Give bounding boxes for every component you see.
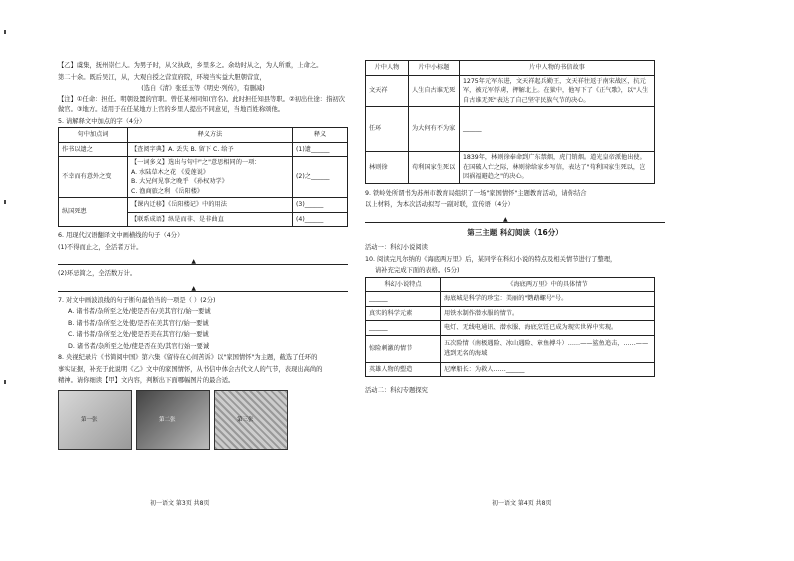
q8-story: 1275年元军东进，文天祥起兵勤王，文天祥往返于南宋战区，抗元军，被元军俘虏，押解北上。在狱中，他写下了《正气歌》，以"人生自古谁无死"表达了自己坚守民族气节的决心。 xyxy=(460,75,655,107)
answer-line[interactable] xyxy=(58,282,348,292)
q7-option[interactable]: A. 诸书者/杂所至之处/使是否在/美其官行/始一要诚 xyxy=(68,308,211,315)
activity-title: 活动一：科幻小说阅读 xyxy=(365,244,428,251)
q5-method: 【一词多义】选出与句中"之"意思相同的一项： A. 水陆草木之花 《爱莲说》 B. 大兄何见事之晚乎 《孙权劝学》 C. 渔商旅之利 《岳阳楼》 xyxy=(128,157,293,198)
q5-answer-blank[interactable]: (3)______ xyxy=(293,198,348,213)
q10-detail: 海底城是科学的珍宝：美丽的"鹦鹉螺号"号。 xyxy=(441,292,655,307)
q10-table xyxy=(365,277,655,378)
q10-stem: 10. 阅读完凡尔纳的《海底两万里》后，某同学在科幻小说的特点及相关情节进行了整理， xyxy=(365,255,617,263)
q5-answer-blank[interactable]: (4)______ xyxy=(293,212,348,227)
right-page xyxy=(365,0,794,561)
q5-sentence: 作书以遗之 xyxy=(59,142,128,157)
table-row xyxy=(366,362,655,377)
image-caption: 第一张 xyxy=(81,416,98,423)
q8-story: 1839年，林则徐奉命到广东禁烟，虎门销烟。道光皇帝派他出使。在国破人亡之际，林则徐给家乡写信，表达了"苟利国家生死以，岂因祸福避趋之"的决心。 xyxy=(460,152,655,184)
q9-stem: 以上材料，为本次活动拟写一副对联，宣传语（4分） xyxy=(365,201,514,208)
q5-sentence: 纵国死患 xyxy=(59,198,128,227)
triangle-icon: ▲ xyxy=(503,215,508,223)
documentary-image[interactable] xyxy=(214,390,288,450)
table-row xyxy=(366,75,655,107)
q8-images xyxy=(58,390,348,450)
triangle-icon: ▲ xyxy=(191,258,197,265)
binding-mark xyxy=(4,200,6,204)
passage-line: 第二十余。既后吴江，从，大观自授之营宣府院，环境当实益大胆朝营宣， xyxy=(58,73,266,81)
q8-stem: 8. 央视纪录片《书简阅中国》第六集《留待在心间苦诉》以"家国情怀"为主题，截选了任环的 xyxy=(58,354,318,361)
q6-item: (2)环忌简之，全活数万计。 xyxy=(58,270,137,277)
table-row xyxy=(59,157,348,198)
table-row xyxy=(366,321,655,336)
q10-feature-blank[interactable]: ______ xyxy=(366,292,441,307)
q8-table xyxy=(365,60,655,184)
q6-stem: 6. 用现代汉语翻译文中画横线的句子（4分） xyxy=(58,232,184,239)
triangle-icon: ▲ xyxy=(191,284,197,292)
q10-feature: 惊险刺激的情节 xyxy=(366,335,441,362)
documentary-image[interactable] xyxy=(136,390,210,450)
passage-line: 【乙】虞集，抚州崇仁人。为男子时，从父执政，乡里多之。余幼时从之，为人所重，上命之。 xyxy=(58,62,323,69)
image-caption: 第三张 xyxy=(237,416,254,423)
q8-stem: 事实证据，补充于此说明《乙》文中的家国情怀，从书信中体会古代文人的气节，表现出高尚的 xyxy=(58,365,323,373)
activity-title: 活动二：科幻专题探究 xyxy=(365,387,428,394)
answer-line[interactable] xyxy=(58,255,348,265)
q8-title: 苟利国家生死以 xyxy=(409,152,460,184)
q10-stem: 请补充完成下面的表格。(5分) xyxy=(375,267,460,274)
q5-sentence: 不幸而有意外之变 xyxy=(59,157,128,198)
table-row xyxy=(366,152,655,184)
q5-method: 【查阅字典】A. 丢失 B. 留下 C. 给予 xyxy=(128,142,293,157)
q8-person: 任环 xyxy=(366,107,409,152)
table-row xyxy=(59,142,348,157)
q5-table xyxy=(58,127,348,227)
q7-option[interactable]: B. 诸书者/杂所至之处使/是否在美其官行/始一要诚 xyxy=(68,319,209,327)
page-footer: 初一语文 第4页 共8页 xyxy=(492,500,552,507)
q5-method: 【课内迁移】《岳阳楼记》中的用法 xyxy=(128,198,293,213)
q8-stem: 精神。请你细读【甲】文内容，判断出下面哪幅图片的最合适。 xyxy=(58,377,235,384)
q8-person: 林则徐 xyxy=(366,152,409,184)
right-column xyxy=(365,60,665,397)
q5-header: 句中加点词 xyxy=(59,128,128,143)
q5-header: 释义方法 xyxy=(128,128,293,143)
passage-notes: 【注】①任命：担任。明朝设置的官职。曾任某州同知(官名)。此时担任知县等职。②初出仕途：指初次做官。③地方。适用于在任某地方上官的乡里人提出不同意见，当地百姓称颂他。 xyxy=(58,95,345,113)
q8-person: 文天祥 xyxy=(366,75,409,107)
q7-option[interactable]: D. 诸书者/杂所至之处/使是否在美/其官行始一要诚 xyxy=(68,342,210,350)
q8-title: 为大何有不为家 xyxy=(409,107,460,152)
page-footer: 初一语文 第3页 共8页 xyxy=(150,500,210,507)
q5-answer-blank[interactable]: (2)之______ xyxy=(293,157,348,198)
q5-answer-blank[interactable]: (1)遗______ xyxy=(293,142,348,157)
binding-mark xyxy=(4,380,6,384)
q10-header: 科幻小说特点 xyxy=(366,277,441,292)
page-divider xyxy=(395,52,396,492)
q8-header: 片中人物的书信故事 xyxy=(460,61,655,76)
q8-header: 片中人物 xyxy=(366,61,409,76)
q10-detail: 用铁水制作潜水服的情节。 xyxy=(441,306,655,321)
q10-detail: 尼摩船长：为救人……______ xyxy=(441,362,655,377)
q10-feature: 英雄人物的塑造 xyxy=(366,362,441,377)
q10-feature-blank[interactable]: ______ xyxy=(366,321,441,336)
left-column xyxy=(58,60,348,450)
q10-header: 《海底两万里》中的具体情节 xyxy=(441,277,655,292)
q8-title: 人生自古谁无死 xyxy=(409,75,460,107)
section-title: 第三主题 科幻阅读（16分） xyxy=(467,227,563,237)
q10-detail: 电灯、无线电通讯、潜水服、海底烹饪已成为现实世界中实现。 xyxy=(441,321,655,336)
documentary-image[interactable] xyxy=(58,390,132,450)
q5-header: 释义 xyxy=(293,128,348,143)
q10-detail: 五次险情（南极遇险、冰山遇险、章鱼搏斗）……——鲨鱼追击，……——逃到无名的海域 xyxy=(441,335,655,362)
q5-method: 【联系成语】纵是而非、是非曲直 xyxy=(128,212,293,227)
q7-stem: 7. 对文中画波浪线的句子断句最恰当的一项是（ ）(2分) xyxy=(58,296,216,304)
table-row xyxy=(366,292,655,307)
q10-feature: 真实的科学元素 xyxy=(366,306,441,321)
q7-option[interactable]: C. 诸书者/杂所至之处/使是否美在其官行/始一要诚 xyxy=(68,331,209,338)
image-caption: 第二张 xyxy=(159,416,176,423)
table-row xyxy=(366,306,655,321)
table-row xyxy=(366,335,655,362)
q6-item: (1)不得而止之，全活者万计。 xyxy=(58,243,143,251)
answer-line[interactable] xyxy=(365,213,665,223)
q9-stem: 9. 铁岭处所谓书为苏州市教育局组织了一场"家国情怀"主题教育活动，请你结合 xyxy=(365,189,587,197)
q8-header: 片中小标题 xyxy=(409,61,460,76)
q5-stem: 5. 请解释文中加点的字（4分） xyxy=(58,117,146,125)
passage-source: (选自《清》张廷玉等《明史·列传》，有删减) xyxy=(141,85,265,92)
table-row xyxy=(366,107,655,152)
q8-story-blank[interactable]: ______ xyxy=(460,107,655,152)
table-row xyxy=(59,198,348,213)
binding-mark xyxy=(4,30,6,34)
